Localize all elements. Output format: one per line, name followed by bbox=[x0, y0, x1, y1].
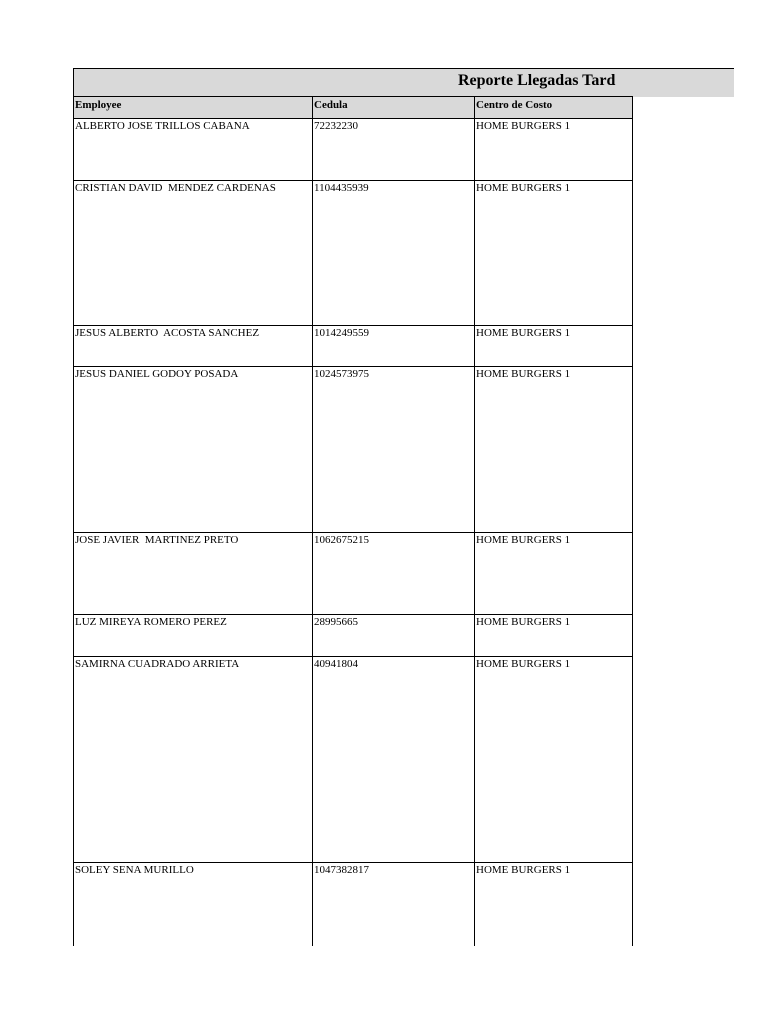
table-row bbox=[74, 657, 632, 863]
centro-cell: HOME BURGERS 1 bbox=[474, 367, 632, 532]
centro-cell: HOME BURGERS 1 bbox=[474, 533, 632, 614]
cedula-cell: 1014249559 bbox=[312, 326, 474, 366]
cedula-cell: 40941804 bbox=[312, 657, 474, 862]
employee-cell: JOSE JAVIER MARTINEZ PRETO bbox=[75, 534, 239, 546]
table-row bbox=[74, 367, 632, 533]
table-row bbox=[74, 863, 632, 946]
centro-cell: HOME BURGERS 1 bbox=[474, 326, 632, 366]
centro-cell: HOME BURGERS 1 bbox=[474, 657, 632, 862]
table-row bbox=[74, 181, 632, 326]
centro-cell: HOME BURGERS 1 bbox=[474, 863, 632, 946]
cedula-cell: 28995665 bbox=[312, 615, 474, 656]
cedula-cell: 1062675215 bbox=[312, 533, 474, 614]
employee-cell: JESUS ALBERTO ACOSTA SANCHEZ bbox=[75, 327, 260, 339]
employee-cell: JESUS DANIEL GODOY POSADA bbox=[75, 368, 239, 380]
employee-cell: SOLEY SENA MURILLO bbox=[75, 864, 194, 876]
column-header-employee: Employee bbox=[75, 99, 122, 111]
report-title-bar bbox=[73, 68, 734, 97]
employee-cell: SAMIRNA CUADRADO ARRIETA bbox=[75, 658, 240, 670]
employee-cell: ALBERTO JOSE TRILLOS CABANA bbox=[75, 120, 250, 132]
table-row bbox=[74, 326, 632, 367]
cedula-cell: 1104435939 bbox=[312, 181, 474, 325]
table-body bbox=[73, 119, 633, 946]
column-header-cedula: Cedula bbox=[312, 97, 474, 118]
table-header bbox=[73, 97, 633, 119]
employee-cell: CRISTIAN DAVID MENDEZ CARDENAS bbox=[75, 182, 276, 194]
centro-cell: HOME BURGERS 1 bbox=[474, 181, 632, 325]
centro-cell: HOME BURGERS 1 bbox=[474, 119, 632, 180]
table-row bbox=[74, 615, 632, 657]
employee-cell: LUZ MIREYA ROMERO PEREZ bbox=[75, 616, 227, 628]
column-header-centro-de-costo: Centro de Costo bbox=[474, 97, 632, 118]
table-row bbox=[74, 119, 632, 181]
cedula-cell: 1047382817 bbox=[312, 863, 474, 946]
cedula-cell: 1024573975 bbox=[312, 367, 474, 532]
cedula-cell: 72232230 bbox=[312, 119, 474, 180]
table-row bbox=[74, 533, 632, 615]
report-title: Reporte Llegadas Tard bbox=[458, 72, 616, 89]
centro-cell: HOME BURGERS 1 bbox=[474, 615, 632, 656]
